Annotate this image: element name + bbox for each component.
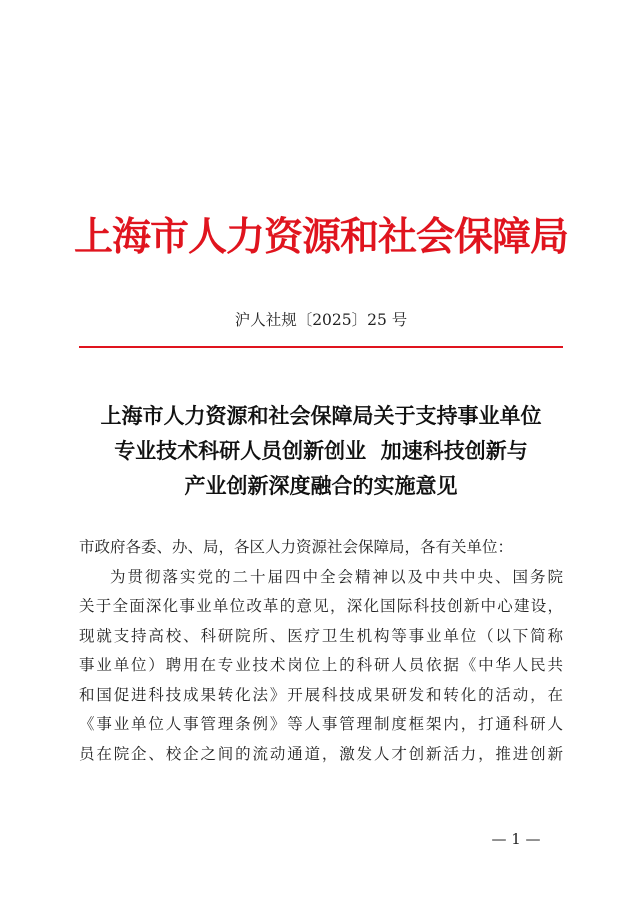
paragraph-line-1: 为贯彻落实党的二十届四中全会精神以及中共中央、国务院 <box>110 567 563 586</box>
document-number: 沪人社规〔2025〕25 号 <box>234 311 408 329</box>
page-number: — 1 — <box>491 830 541 848</box>
paragraph-line-6: 《事业单位人事管理条例》等人事管理制度框架内，打通科研人 <box>79 715 563 733</box>
paragraph-line-4: 事业单位）聘用在专业技术岗位上的科研人员依据《中华人民共 <box>79 656 563 674</box>
title-line-2: 专业技术科研人员创新创业 加速科技创新与 <box>114 438 528 463</box>
paragraph-line-7: 员在院企、校企之间的流动通道，激发人才创新活力，推进创新 <box>79 744 563 763</box>
paragraph-line-2: 关于全面深化事业单位改革的意见，深化国际科技创新中心建设， <box>79 597 563 615</box>
salutation: 市政府各委、办、局，各区人力资源社会保障局，各有关单位： <box>79 538 514 556</box>
paragraph-line-5: 和国促进科技成果转化法》开展科技成果研发和转化的活动，在 <box>79 685 563 704</box>
red-divider-line <box>79 346 563 348</box>
issuer-heading: 上海市人力资源和社会保障局 <box>73 214 568 260</box>
document-title <box>0 398 642 503</box>
paragraph-line-3: 现就支持高校、科研院所、医疗卫生机构等事业单位（以下简称 <box>79 626 563 645</box>
title-line-1: 上海市人力资源和社会保障局关于支持事业单位 <box>100 403 542 428</box>
title-line-3: 产业创新深度融合的实施意见 <box>184 473 458 498</box>
document-body <box>79 533 563 769</box>
